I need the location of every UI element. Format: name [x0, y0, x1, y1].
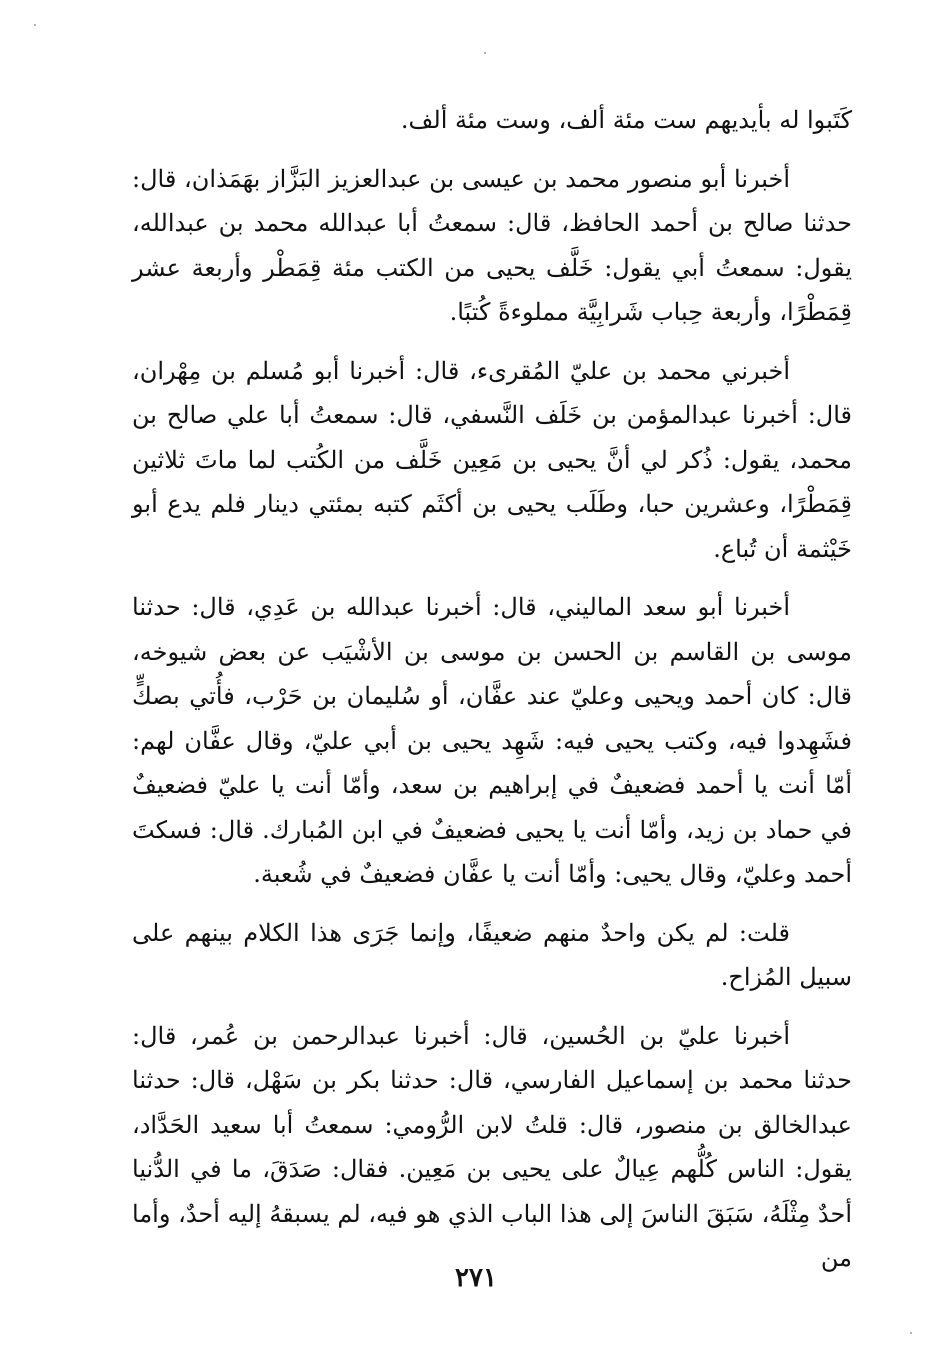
paragraph: أخبرنا أبو سعد الماليني، قال: أخبرنا عبدالله بن عَدِي، قال: حدثنا موسى بن القاسم بن الحسن بن موسى بن الأشْيَب عن بعض شيوخه، قال: كان أحمد ويحيى وعليّ عند عفَّان، أو سُليمان بن حَرْب، فأُتي بصكٍّ فشَهِدوا فيه، وكتب يحيى فيه: شَهِد يحيى بن أبي عليّ، وقال عفَّان لهم: أمّا أنت يا أحمد فضعيفٌ في إبراهيم بن سعد، وأمّا أنت يا عليّ فضعيفٌ في حماد بن زيد، وأمّا أنت يا يحيى فضعيفٌ في ابن المُبارك. قال: فسكتَ أحمد وعليّ، وقال يحيى: وأمّا أنت يا عفَّان فضعيفٌ في شُعبة.: [132, 593, 852, 888]
scan-speck: [910, 1332, 912, 1334]
paragraph-commentary: قلت: لم يكن واحدٌ منهم ضعيفًا، وإنما جَرَى هذا الكلام بينهم على سبيل المُزاح.: [132, 918, 852, 991]
paragraph: أخبرني محمد بن عليّ المُقرىء، قال: أخبرنا أبو مُسلم بن مِهْران، قال: أخبرنا عبدالمؤمن بن خَلَف النَّسفي، قال: سمعتُ أبا علي صالح بن محمد، يقول: ذُكر لي أنَّ يحيى بن مَعِين خَلَّف من الكُتب لما ماتَ ثلاثين قِمَطْرًا، وعشرين حبا، وطَلَب يحيى بن أكثَم كتبه بمئتي دينار فلم يدع أبو خَيْثمة أن تُباع.: [132, 356, 852, 563]
page-number: ٢٧١: [455, 1263, 497, 1293]
scan-speck: [484, 52, 486, 54]
scan-speck: [34, 24, 36, 26]
body-text: [132, 98, 852, 1295]
paragraph-continuation: كَتَبوا له بأيديهم ست مئة ألف، وست مئة ألف.: [400, 106, 852, 134]
paragraph: أخبرنا عليّ بن الحُسين، قال: أخبرنا عبدالرحمن بن عُمر، قال: حدثنا محمد بن إسماعيل الفارسي، قال: حدثنا بكر بن سَهْل، قال: حدثنا عبدالخالق بن منصور، قال: قلتُ لابن الرُّومي: سمعتُ أبا سعيد الحَدَّاد، يقول: الناس كُلُّهم عِيالٌ على يحيى بن مَعِين. فقال: صَدَقَ، ما في الدُّنيا أحدٌ مِثْلَهُ، سَبَقَ الناسَ إلى هذا الباب الذي هو فيه، لم يسبقهُ إليه أحدٌ، وأما من: [132, 1021, 852, 1272]
paragraph: أخبرنا أبو منصور محمد بن عيسى بن عبدالعزيز البَزَّاز بهَمَذان، قال: حدثنا صالح بن أحمد الحافظ، قال: سمعتُ أبا عبدالله محمد بن عبدالله، يقول: سمعتُ أبي يقول: خَلَّف يحيى من الكتب مئة قِمَطْر وأربعة عشر قِمَطْرًا، وأربعة حِباب شَرابِيَّة مملوءةً كُتبًا.: [132, 164, 852, 326]
